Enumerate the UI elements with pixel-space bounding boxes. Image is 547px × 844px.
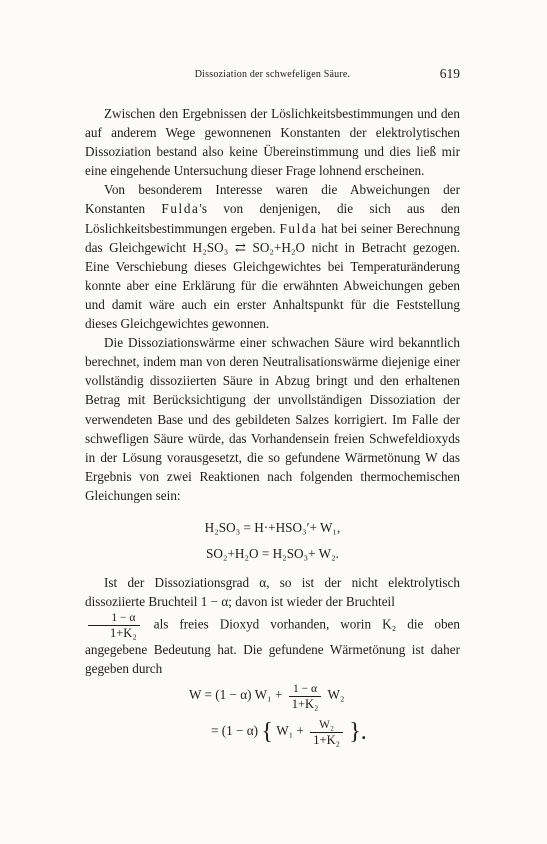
equation-w-line-1 (189, 678, 460, 712)
w-line-2-lhs: = (1 − α) (211, 723, 259, 739)
page-header (85, 67, 460, 83)
equation-w-line-2 (211, 712, 460, 750)
w-line-2-w1: W₁ + (276, 723, 304, 739)
w-line-2-denominator: 1+K₂ (310, 732, 343, 747)
w-line-2-numerator: W₂ (319, 718, 335, 731)
paragraph-2-text-c: hat bei seiner Berechnung das Gleichgewicht H₂SO₃ ⇄ SO₂+H₂O nicht in Betracht gezogen. Eine Verschiebung dieses Gleichgewichtes bei Temperaturänderung konnte aber eine Erklärung für die erwähnten Abweichungen geben und damit wäre auch ein erster Anhaltspunkt für die Feststellung dieses Gleichgewichtes gewonnen. (85, 220, 460, 332)
paragraph-1: Zwischen den Ergebnissen der Löslichkeitsbestimmungen und den auf anderem Wege gewonnenen Konstanten der elektrolytischen Dissoziation bestand also keine Übereinstimmung und dies ließ mir eine eingehende Untersuchung dieser Frage lohnend erscheinen. (85, 106, 460, 179)
paragraph-2 (85, 180, 460, 333)
paragraph-2-text-b: 's von denjenigen, die sich aus den Löslichkeitsbestimmungen ergeben. (85, 201, 460, 236)
paragraph-4 (85, 573, 460, 678)
fraction-denominator: 1+K₂ (88, 625, 140, 640)
equation-1: H₂SO₃ = H·+HSO₃′+ W₁, (204, 519, 341, 535)
fraction-inline (88, 611, 140, 640)
w-line-2-fraction (310, 718, 343, 747)
equation-block (85, 515, 460, 567)
w-line-1-numerator: 1 − α (293, 682, 318, 695)
close-brace: }. (349, 719, 367, 746)
equation-2: SO₂+H₂O = H₂SO₃+ W₂. (206, 545, 339, 561)
author-name-fulda-2: Fulda (279, 220, 318, 236)
paragraph-2-text-a: Von besonderem Interesse waren die Abweichungen der Konstanten (85, 182, 460, 217)
running-title: Dissoziation der schwefeligen Säure. (194, 69, 351, 80)
w-line-1-lhs: W = (1 − α) W₁ + (189, 687, 283, 703)
paragraph-3: Die Dissoziationswärme einer schwachen Säure wird bekanntlich berechnet, indem man von deren Neutralisationswärme diejenige einer vollständig dissoziierten Säure in Abzug bringt und den erhaltenen Betrag mit Berücksichtigung der unvollständigen Dissoziation der verwendeten Base und des gebildeten Salzes korrigiert. Im Falle der schwefligen Säure würde, das Vorhandensein freien Schwefeldioxyds in der Lösung vorausgesetzt, die so gefundene Wärmetönung W das Ergebnis von zwei Reaktionen nach folgenden thermochemischen Gleichungen sein: (85, 335, 460, 503)
page-number: 619 (439, 66, 460, 81)
paragraph-4-text-a: Ist der Dissoziationsgrad α, so ist der nicht elektrolytisch dissoziierte Bruchteil 1 − α; davon ist wieder der Bruchteil (85, 574, 460, 610)
w-line-1-fraction (289, 682, 322, 711)
paragraph-4-text-b: als freies Dioxyd vorhanden, worin K₂ die oben angegebene Bedeutung hat. Die gefundene Wärmetönung ist daher gegeben durch (85, 616, 460, 677)
w-line-1-denominator: 1+K₂ (289, 696, 322, 711)
w-line-1-tail: W₂ (327, 687, 345, 703)
author-name-fulda: Fulda (161, 201, 200, 217)
open-brace: { (261, 719, 273, 746)
fraction-numerator: 1 − α (111, 612, 136, 625)
body-text (85, 104, 460, 750)
